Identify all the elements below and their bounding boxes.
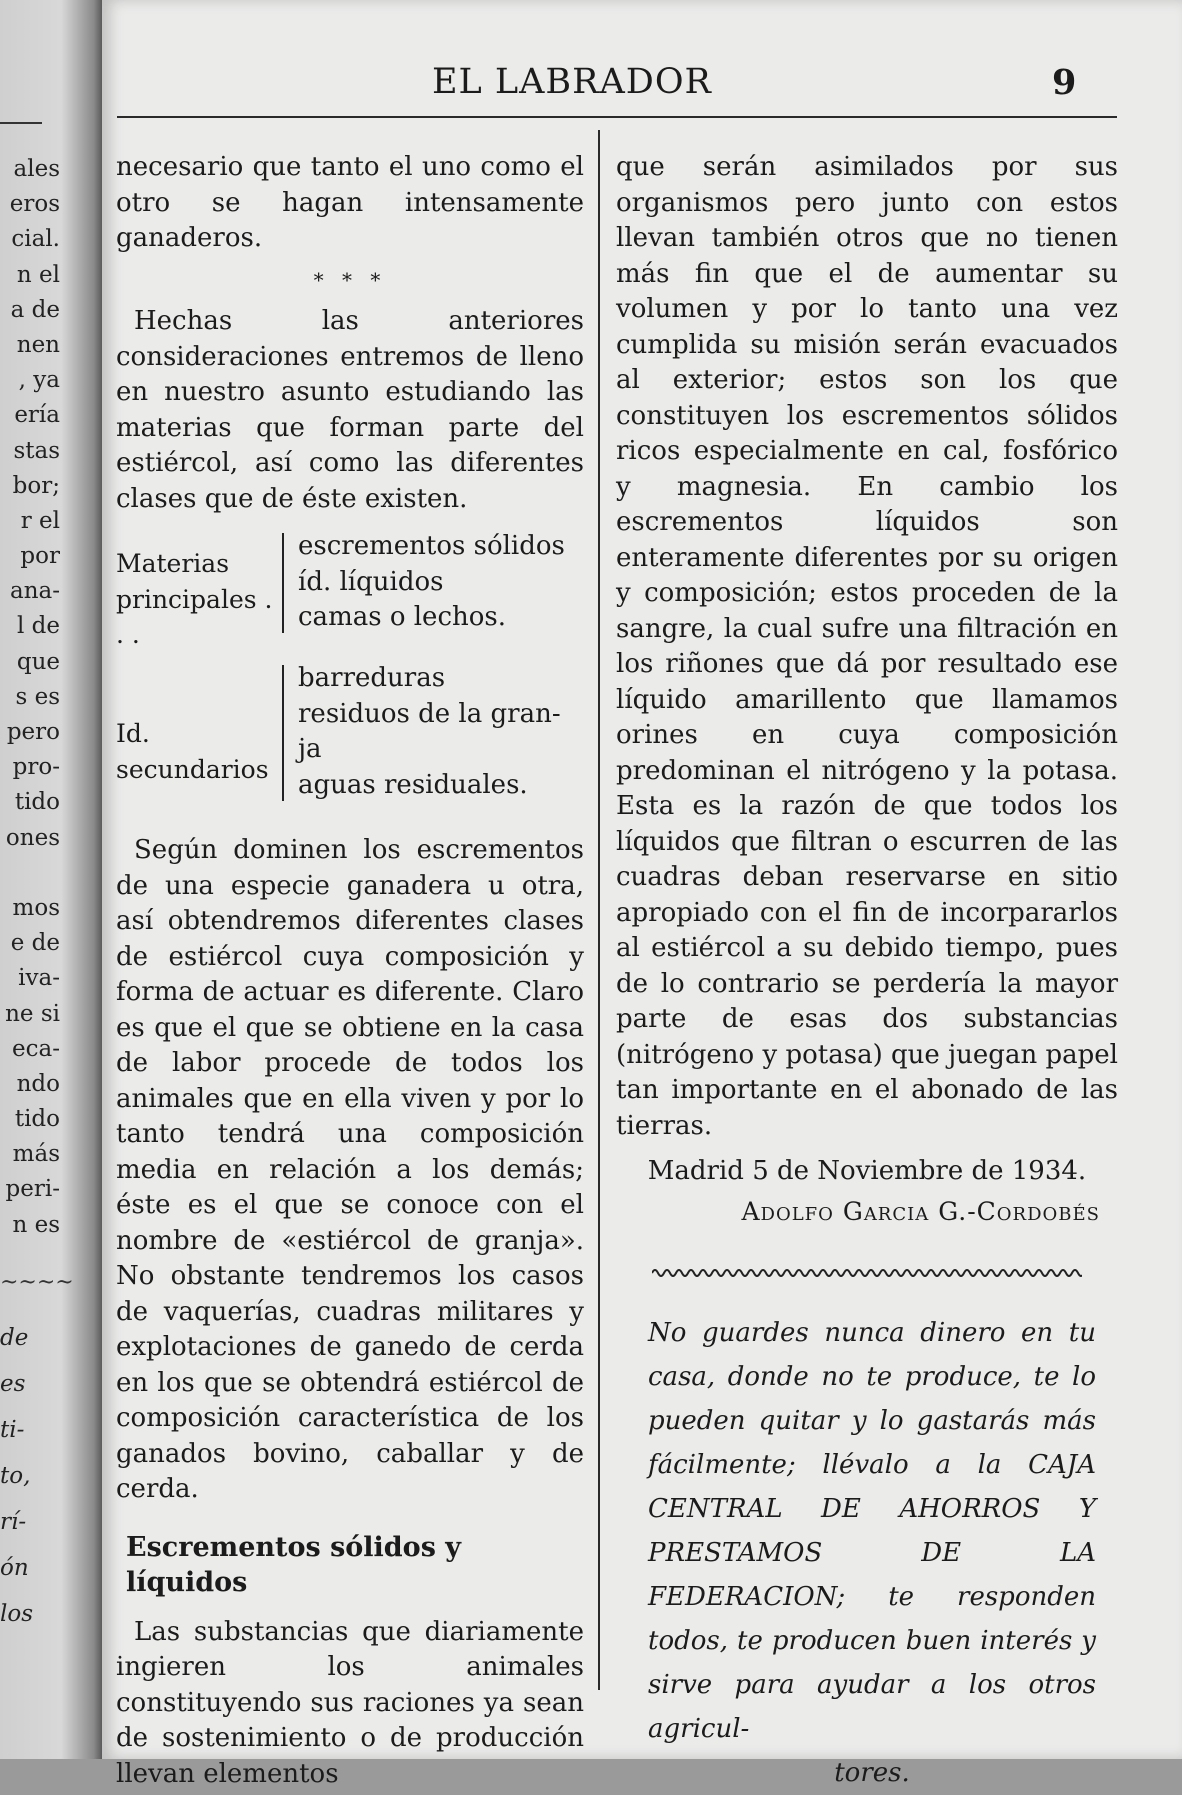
magazine-page [102,0,1182,1789]
publication-title: EL LABRADOR [432,62,712,102]
section-separator: * * * [313,267,387,292]
adjacent-text-line: por [20,543,60,570]
principal-material-item: íd. líquidos [298,566,444,597]
place-and-date: Madrid 5 de Noviembre de 1934. [647,1156,1087,1186]
wavy-divider [616,1257,1118,1293]
adjacent-text-line: , ya [18,367,60,394]
page-number: 9 [1052,62,1077,103]
header-rule [117,116,1117,118]
adjacent-text-line: ones [5,824,60,851]
adjacent-text-line: eros [9,191,60,218]
secondary-materials-label: Id. secundarios [116,719,269,784]
considerations-paragraph: Hechas las anteriores consideraciones entremos de lleno en nuestro asunto estudiando las materias que forman parte del estiércol, así como las diferentes clases que de éste existen. [116,306,584,514]
brace [282,665,292,801]
adjacent-text-line: tido [14,1106,60,1133]
page-header [102,62,1182,112]
principal-materials-list [298,529,584,636]
adjacent-text-line: ndo [16,1070,60,1097]
substances-paragraph: Las substancias que diariamente ingieren los animales constituyendo sus raciones ya sean de sostenimiento o de producción llevan elementos [116,1616,584,1789]
adjacent-italic-line: los [0,1601,34,1627]
adjacent-text-line: tido [14,789,60,816]
secondary-materials-group [116,661,584,807]
right-column [616,150,1118,1795]
advertisement-last-line: tores. [834,1757,910,1788]
adjacent-text-line: nen [16,331,60,358]
adjacent-text-line: bor; [12,472,60,499]
adjacent-page-edge [0,0,102,1759]
savings-bank-advertisement [616,1311,1118,1795]
adjacent-text-line: eca- [12,1035,60,1062]
adjacent-italic-line: ti- [0,1417,25,1443]
adjacent-text-line: ana- [9,578,60,605]
adjacent-page-ornament: ~~~~ [0,1270,74,1295]
adjacent-italic-line: ón [0,1555,29,1581]
secondary-material-item: ja [298,734,322,764]
secondary-materials-list [298,661,584,803]
adjacent-text-line: ne si [5,1000,60,1027]
principal-material-item: camas o lechos. [298,602,507,632]
adjacent-text-line: n es [12,1211,60,1238]
adjacent-text-line: ales [13,156,60,182]
principal-material-item: escrementos sólidos [298,531,565,561]
adjacent-text-line: pero [6,719,60,745]
adjacent-text-line: l de [16,613,60,640]
principal-materials-group [116,529,584,649]
adjacent-text-line: e de [10,930,60,957]
adjacent-text-line: cial. [11,226,60,253]
secondary-material-item: aguas residuales. [298,769,528,800]
column-divider [598,130,600,1690]
adjacent-text-line: que [16,648,60,675]
adjacent-page-text [0,152,60,1243]
adjacent-italic-line: de [0,1325,29,1351]
adjacent-text-line: r el [20,507,60,534]
adjacent-page-italic-text [0,1315,60,1637]
adjacent-text-line: a de [10,296,60,323]
adjacent-page-rule [0,122,42,124]
principal-materials-label: Materias principales . . . [116,549,273,649]
adjacent-text-line: peri- [5,1176,60,1203]
section-heading: Escrementos sólidos y líquidos [126,1531,461,1598]
adjacent-text-line: mos [12,894,60,921]
adjacent-text-line: iva- [18,965,60,992]
continuation-paragraph: que serán asimilados por sus organismos pero junto con estos llevan también otros que no tienen más fin que el de aumentar su volumen y por lo tanto una vez cumplida su misión serán evacuados al exterior; estos son los que constituyen los escrementos sólidos ricos especialmente en cal, fosfórico y magnesia. En cambio los escrementos líquidos son enteramente diferentes por su origen y composición; estos proceden de la sangre, la cual sufre una filtración en los riñones que dá por resultado ese líquido amarillento que llamamos orines en cuya composición predominan el nitrógeno y la potasa. Esta es la razón de que todos los líquidos que filtran o escurren de las cuadras deban reservarse en sitio apropiado con el fin de incorpararlos al estiércol a su debido tiempo, pues de lo contrario se perdería la mayor parte de esas dos substancias (nitrógeno y potasa) que juegan papel tan importante en el abonado de las tierras. [616,152,1118,1141]
manure-types-paragraph: Según dominen los escrementos de una especie ganadera u otra, así obtendremos diferentes clases de estiércol cuya composición y forma de actuar es diferente. Claro es que el que se obtiene en la casa de labor procede de todos los animales que en ella viven y por lo tanto tendrá una composición media en relación a los demás; éste es el que se conoce con el nombre de «estiércol de granja». No obstante tendremos los casos de vaquerías, cuadras militares y explotaciones de ganedo de cerda en los que se obtendrá estiércol de composición característica de los ganados bovino, caballar y de cerda. [116,835,584,1504]
adjacent-text-line: n el [16,261,60,288]
adjacent-text-line [0,856,60,891]
author-signature: Adolfo Garcia G.-Cordobés [741,1196,1100,1226]
adjacent-italic-line: to, [0,1463,31,1489]
intro-paragraph: necesario que tanto el uno como el otro se hagan intensamente ganaderos. [116,152,584,253]
brace [282,533,292,633]
adjacent-italic-line: es [0,1371,26,1397]
adjacent-text-line: más [12,1141,60,1168]
secondary-material-item: barreduras [298,663,446,693]
adjacent-text-line: stas [13,437,60,464]
left-column [116,150,584,1792]
wave-ornament-icon [652,1265,1082,1281]
adjacent-text-line: s es [15,683,60,710]
secondary-material-item: residuos de la gran- [298,698,561,729]
adjacent-text-line: pro- [12,754,60,781]
advertisement-text: No guardes nunca dinero en tu casa, donde no te produce, te lo pueden quitar y lo gastarás más fácilmente; llévalo a la CAJA CENTRAL DE AHORROS Y PRESTAMOS DE LA FEDERACION; te responden todos, te producen buen interés y sirve para ayudar a los otros agricul- [648,1317,1096,1744]
adjacent-text-line: ería [14,402,60,429]
adjacent-italic-line: rí- [0,1509,27,1535]
